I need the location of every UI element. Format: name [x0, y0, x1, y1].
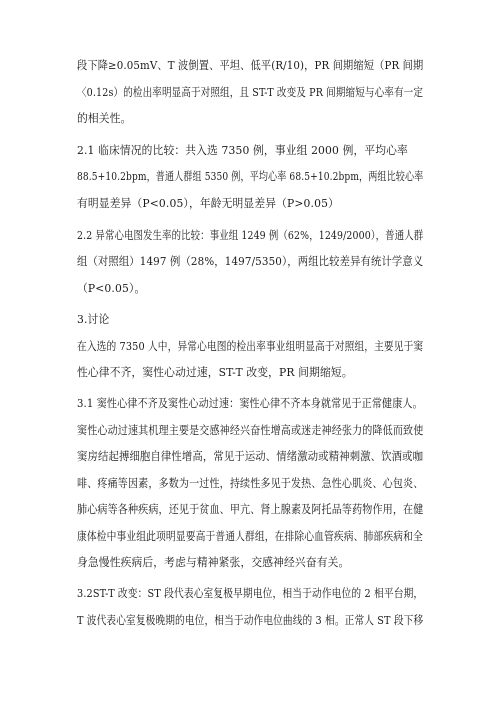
- text-line: 肺心病等各种疾病，还见于贫血、甲亢、肾上腺素及阿托品等药物作用，在健: [77, 503, 424, 516]
- text-line: 2.2 异常心电图发生率的比较：事业组 1249 例（62%，1249/2000），普通人群: [77, 229, 424, 242]
- text-line: 的相关性。: [77, 112, 132, 125]
- text-line: 窦性心动过速其机理主要是交感神经兴奋性增高或迷走神经张力的降低而致使: [77, 424, 424, 437]
- text-line: 在入选的 7350 人中，异常心电图的检出率事业组明显高于对照组，主要见于窦: [77, 340, 424, 353]
- section-heading: 3.讨论: [77, 313, 110, 326]
- text-line: 窦房结起搏细胞自律性增高，常见于运动、情绪激动或精神刺激、饮酒或咖: [77, 450, 424, 463]
- text-line: 啡、疼痛等因素，多数为一过性，持续性多见于发热、急性心肌炎、心包炎、: [77, 477, 424, 490]
- text-line: 段下降≥0.05mV、T 波倒置、平坦、低平(R/10)，PR 间期缩短（PR 间期: [77, 59, 424, 72]
- text-line: 3.1 窦性心律不齐及窦性心动过速：窦性心律不齐本身就常见于正常健康人。: [77, 397, 423, 410]
- text-line: （P<0.05）。: [77, 282, 146, 295]
- text-line: 组（对照组）1497 例（28%，1497/5350），两组比较差异有统计学意义: [77, 255, 424, 268]
- text-line: 〈0.12s）的检出率明显高于对照组，且 ST-T 改变及 PR 间期缩短与心率有一定: [77, 86, 424, 99]
- text-line: T 波代表心室复极晚期的电位，相当于动作电位曲线的 3 相。正常人 ST 段下移: [77, 614, 424, 627]
- text-line: 88.5+10.2bpm，普通人群组 5350 例，平均心率 68.5+10.2bpm，两组比较心率: [77, 170, 424, 183]
- text-line: 3.2ST-T 改变：ST 段代表心室复极早期电位，相当于动作电位的 2 相平台期，: [77, 587, 424, 600]
- text-line: 性心律不齐，窦性心动过速，ST-T 改变，PR 间期缩短。: [77, 366, 353, 379]
- text-line: 2.1 临床情况的比较：共入选 7350 例，事业组 2000 例，平均心率: [77, 144, 408, 157]
- text-line: 康体检中事业组此项明显要高于普通人群组，在排除心血管疾病、肺部疾病和全: [77, 530, 423, 543]
- text-line: 身急慢性疾病后，考虑与精神紧张，交感神经兴奋有关。: [77, 556, 350, 569]
- text-line: 有明显差异（P<0.05），年龄无明显差异（P>0.05）: [77, 197, 339, 210]
